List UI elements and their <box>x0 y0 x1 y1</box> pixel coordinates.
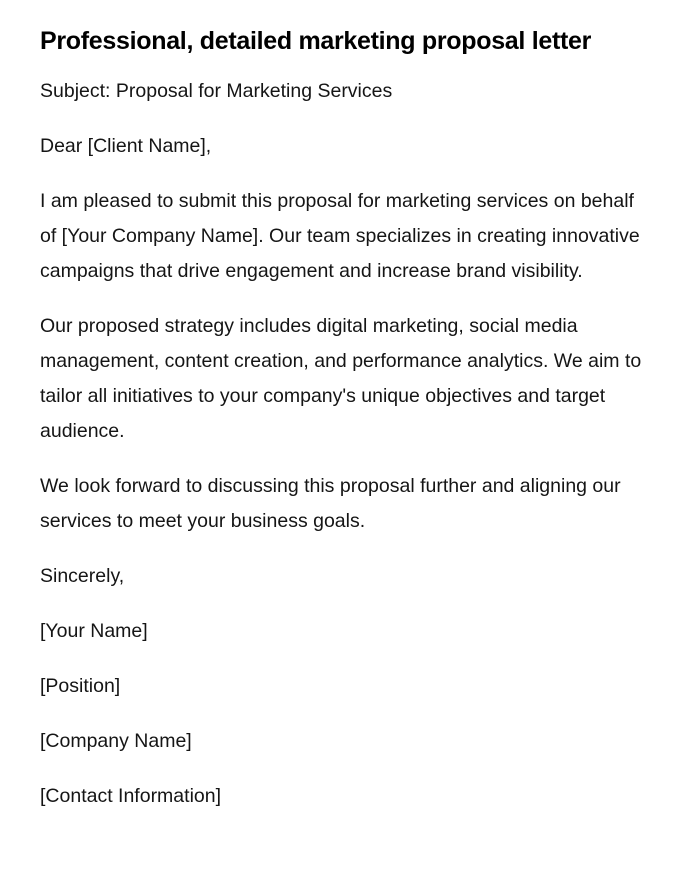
closing-line: Sincerely, <box>40 565 125 587</box>
body-paragraph-intro: I am pleased to submit this proposal for marketing services on behalf of [Your Company Name]. Our team specializes in creating innovative campaigns that drive engagement and increase brand visibility. <box>40 190 640 282</box>
body-paragraph-closing: We look forward to discussing this proposal further and aligning our services to meet your business goals. <box>40 475 621 532</box>
letter-document <box>40 24 650 834</box>
signature-position: [Position] <box>40 675 121 697</box>
body-paragraph-strategy: Our proposed strategy includes digital marketing, social media management, content creation, and performance analytics. We aim to tailor all initiatives to your company's unique objectives and target audience. <box>40 315 642 442</box>
subject-line: Subject: Proposal for Marketing Services <box>40 80 393 102</box>
signature-company: [Company Name] <box>40 730 192 752</box>
signature-contact: [Contact Information] <box>40 785 222 807</box>
document-title: Professional, detailed marketing proposal letter <box>40 27 592 55</box>
signature-name: [Your Name] <box>40 620 148 642</box>
salutation: Dear [Client Name], <box>40 135 212 157</box>
